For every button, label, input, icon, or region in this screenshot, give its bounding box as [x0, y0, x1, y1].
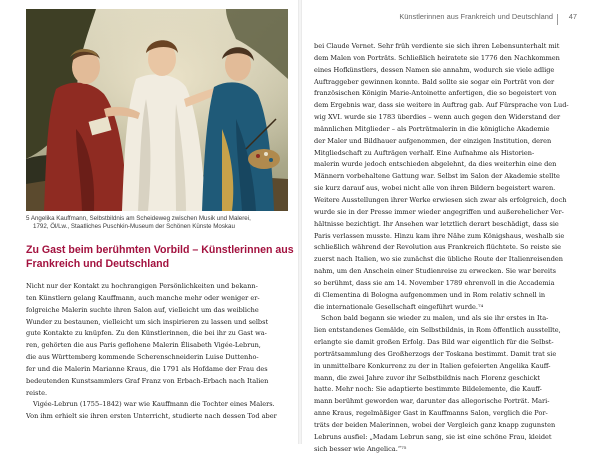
heading-line: Frankreich und Deutschland — [26, 257, 170, 270]
text-line: gute Kontakte zu knüpfen. Zu den Künstlerinnen, die bei ihr zu Gast wa- — [26, 329, 267, 338]
text-line: hatte. Mehr noch: Sie adaptierte bestimmte Bildelemente, die Kauff- — [314, 385, 542, 394]
text-line: Paris verlassen musste. Hinzu kam ihre Nähe zum Königshaus, weshalb sie — [314, 231, 565, 240]
text-line: Lebruns ausfiel: „Madam Lebrun sang, sie ist eine schöne Frau, kleidet — [314, 432, 552, 441]
text-line: erlangte sie damit großen Erfolg. Das Bild war eigentlich für die Selbst- — [314, 338, 554, 347]
text-line: folgreiche Malerin suchte ihren Salon auf, vielleicht um das weibliche — [26, 305, 259, 314]
text-line: mann berühmt geworden war, darunter das allegorische Porträt. Mari- — [314, 397, 550, 406]
text-line: reiste. — [26, 388, 48, 397]
caption-line: 1792, Öl/Lw., Staatliches Puschkin-Museum der Schönen Künste Moskau — [33, 222, 235, 230]
text-line: bei Claude Vernet. Sehr früh verdiente sie sich ihren Lebensunterhalt mit — [314, 42, 560, 50]
text-line: Schon bald begann sie wieder zu malen, und als sie ihr erstes in Ita- — [321, 314, 549, 323]
text-line: Mitgliedschaft zu Aufträgen verhalf. Eine Aufnahme als Historien- — [314, 148, 535, 157]
text-line: eines Hofkünstlers, dessen Namen sie annahm, wodurch sie viele adlige — [314, 65, 555, 74]
caption-line: 5 Angelika Kauffmann, Selbstbildnis am Scheideweg zwischen Musik und Malerei, — [26, 215, 251, 222]
text-line: zuerst nach Italien, wo sie zunächst die übliche Route der Italienreisenden — [314, 255, 564, 264]
header-divider — [557, 14, 558, 25]
text-line: Vigée-Lebrun (1755–1842) war wie Kauffmann die Tochter eines Malers. — [33, 400, 275, 409]
running-head: Künstlerinnen aus Frankreich und Deutschland — [399, 12, 553, 21]
paragraph-2 — [314, 313, 576, 455]
text-line: malerin wurde jedoch entschieden abgelehnt, da dies weiterhin eine den — [314, 160, 557, 169]
text-line: wig XVI. wurde sie 1783 überdies – wenn auch gegen den Widerstand der — [314, 113, 561, 122]
text-line: Wunder zu bestaunen, vielleicht um sich inspirieren zu lassen und selbst — [26, 317, 269, 326]
text-line: träts der beiden Malerinnen, wobei der Vergleich ganz knapp zugunsten — [314, 421, 556, 429]
text-line: Weitere Ausstellungen ihrer Werke erwiesen sich zwar als erfolgreich, doch — [314, 195, 567, 204]
text-line: sich besser wie Angelica.“⁷⁵ — [314, 444, 407, 453]
text-line: di Clementina di Bologna aufgenommen und in Rom relativ schnell in — [314, 290, 546, 299]
painting-image — [26, 9, 288, 211]
text-line: Auftraggeber gewinnen konnte. Bald sollte sie sogar ein Porträt von der — [314, 77, 555, 86]
text-line: die aus Württemberg kommende Scherenschneiderin Luise Duttenho- — [26, 353, 259, 362]
text-line: so berühmt, dass sie am 14. November 1789 ehrenvoll in die Accademia — [314, 278, 555, 287]
text-line: wurde sie in der Presse immer wieder angegriffen und außerehelicher Ver- — [314, 207, 564, 216]
text-line: die internationale Gesellschaft eingeführt wurde.⁷⁴ — [314, 302, 484, 311]
text-line: ten Künstlern gelang Kauffmann, auch manche mehr oder weniger er- — [26, 293, 260, 302]
text-line: dem Ergebnis war, dass sie weitere in Auftrag gab. Auf Fürsprache von Lud- — [314, 101, 569, 110]
figure-caption — [26, 215, 288, 230]
text-line: lien entstandenes Gemälde, ein Selbstbildnis, in Rom öffentlich ausstellte, — [314, 326, 561, 335]
text-line: der Maler und Bildhauer aufgenommen, der einzigen Institution, deren — [314, 136, 552, 145]
left-body-text — [26, 281, 288, 423]
paragraph-1 — [314, 41, 576, 313]
text-line: anne Kraus, regelmäßiger Gast in Kauffmanns Salon, verglich die Por- — [314, 409, 548, 418]
text-line: sie kurz darauf aus, wobei nicht alle von ihren Bildern begeistert waren. — [314, 184, 556, 193]
text-line: porträtsammlung des Großherzogs der Toskana bestimmt. Damit trat sie — [314, 349, 557, 358]
text-line: bedeutenden Kunstsammlers Graf Franz von Erbach-Erbach nach Italien — [26, 376, 269, 385]
text-line: fer und die Malerin Marianne Kraus, die 1791 als Hofdame der Frau des — [26, 364, 268, 373]
text-line: Nicht nur der Kontakt zu hochrangigen Persönlichkeiten und bekann- — [26, 282, 258, 290]
text-line: ren, gehörten die aus Paris geflohene Malerin Élisabeth Vigée-Lebrun, — [26, 341, 261, 350]
text-line: männlichen Mitglieder – als Porträtmalerin in die königliche Akademie — [314, 124, 550, 133]
book-gutter — [298, 0, 302, 444]
text-line: mann, die zwei Jahre zuvor ihr Selbstbildnis nach Florenz geschickt — [314, 373, 540, 382]
text-line: Männern vorbehaltene Gattung war. Selbst im Salon der Akademie stellte — [314, 172, 560, 181]
text-line: dem Malen von Porträts. Schließlich heiratete sie 1776 den Nachkommen — [314, 53, 560, 62]
text-line: nahm, um den Anschein einer Studienreise zu erwecken. Sie war bereits — [314, 267, 556, 276]
text-line: französischen Königin Marie-Antoinette anfertigen, die so begeistert von — [314, 89, 557, 98]
right-body-text — [314, 41, 576, 456]
heading-line: Zu Gast beim berühmten Vorbild – Künstlerinnen aus — [26, 244, 294, 256]
section-heading — [26, 244, 294, 271]
text-line: in unmittelbare Konkurrenz zu der in Italien gefeierten Angelika Kauff- — [314, 361, 551, 370]
text-line: Von ihm erhielt sie ihren ersten Unterricht, studierte nach dessen Tod aber — [26, 412, 277, 421]
text-line: hältnisse bezichtigt. Ihr Ansehen war letztlich derart beschädigt, dass sie — [314, 219, 559, 228]
text-line: schließlich während der Revolution aus Frankreich flüchtete. So reiste sie — [314, 243, 561, 252]
page-number: 47 — [568, 12, 577, 21]
